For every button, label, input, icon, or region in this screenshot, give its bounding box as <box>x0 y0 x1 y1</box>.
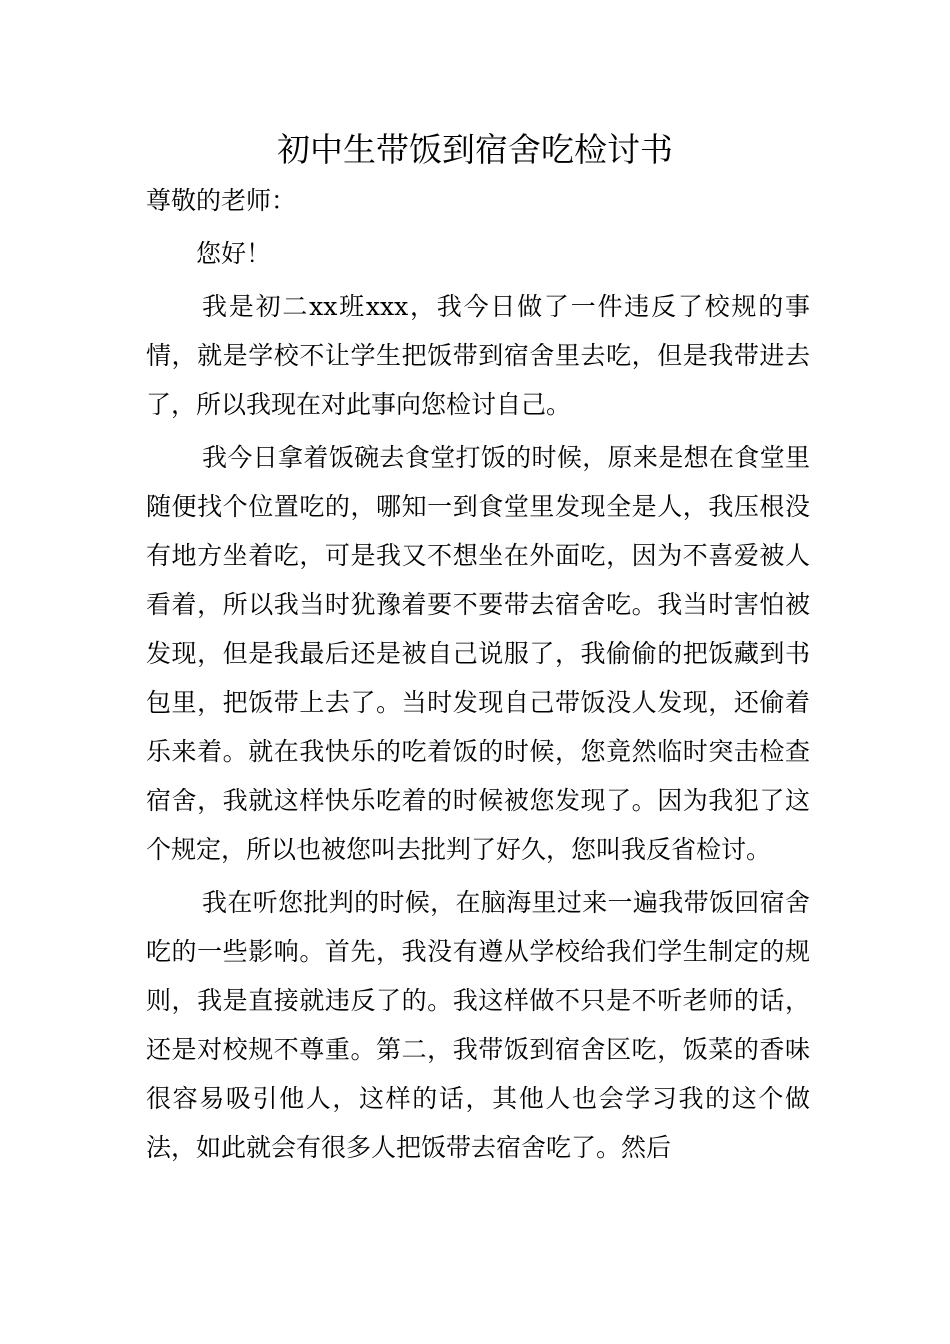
document-title: 初中生带饭到宿舍吃检讨书 <box>277 130 673 169</box>
salutation: 尊敬的老师： <box>146 186 297 215</box>
greeting: 您好！ <box>196 239 272 268</box>
paragraph-1: 我是初二xx班xxx，我今日做了一件违反了校规的事情，就是学校不让学生把饭带到宿舍里去吃，但是我带进去了，所以我现在对此事向您检讨自己。 <box>146 292 810 419</box>
document-body <box>146 176 810 1176</box>
paragraph-3: 我在听您批判的时候，在脑海里过来一遍我带饭回宿舍吃的一些影响。首先，我没有遵从学校给我们学生制定的规则，我是直接就违反了的。我这样做不只是不听老师的话，还是对校规不尊重。第二，我带饭到宿舍区吃，饭菜的香味很容易吸引他人，这样的话，其他人也会学习我的这个做法，如此就会有很多人把饭带去宿舍吃了。然后 <box>146 888 810 1162</box>
paragraph-2: 我今日拿着饭碗去食堂打饭的时候，原来是想在食堂里随便找个位置吃的，哪知一到食堂里发现全是人，我压根没有地方坐着吃，可是我又不想坐在外面吃，因为不喜爱被人看着，所以我当时犹豫着要不要带去宿舍吃。我当时害怕被发现，但是我最后还是被自己说服了，我偷偷的把饭藏到书包里，把饭带上去了。当时发现自己带饭没人发现，还偷着乐来着。就在我快乐的吃着饭的时候，您竟然临时突击检查宿舍，我就这样快乐吃着的时候被您发现了。因为我犯了这个规定，所以也被您叫去批判了好久，您叫我反省检讨。 <box>146 443 810 864</box>
